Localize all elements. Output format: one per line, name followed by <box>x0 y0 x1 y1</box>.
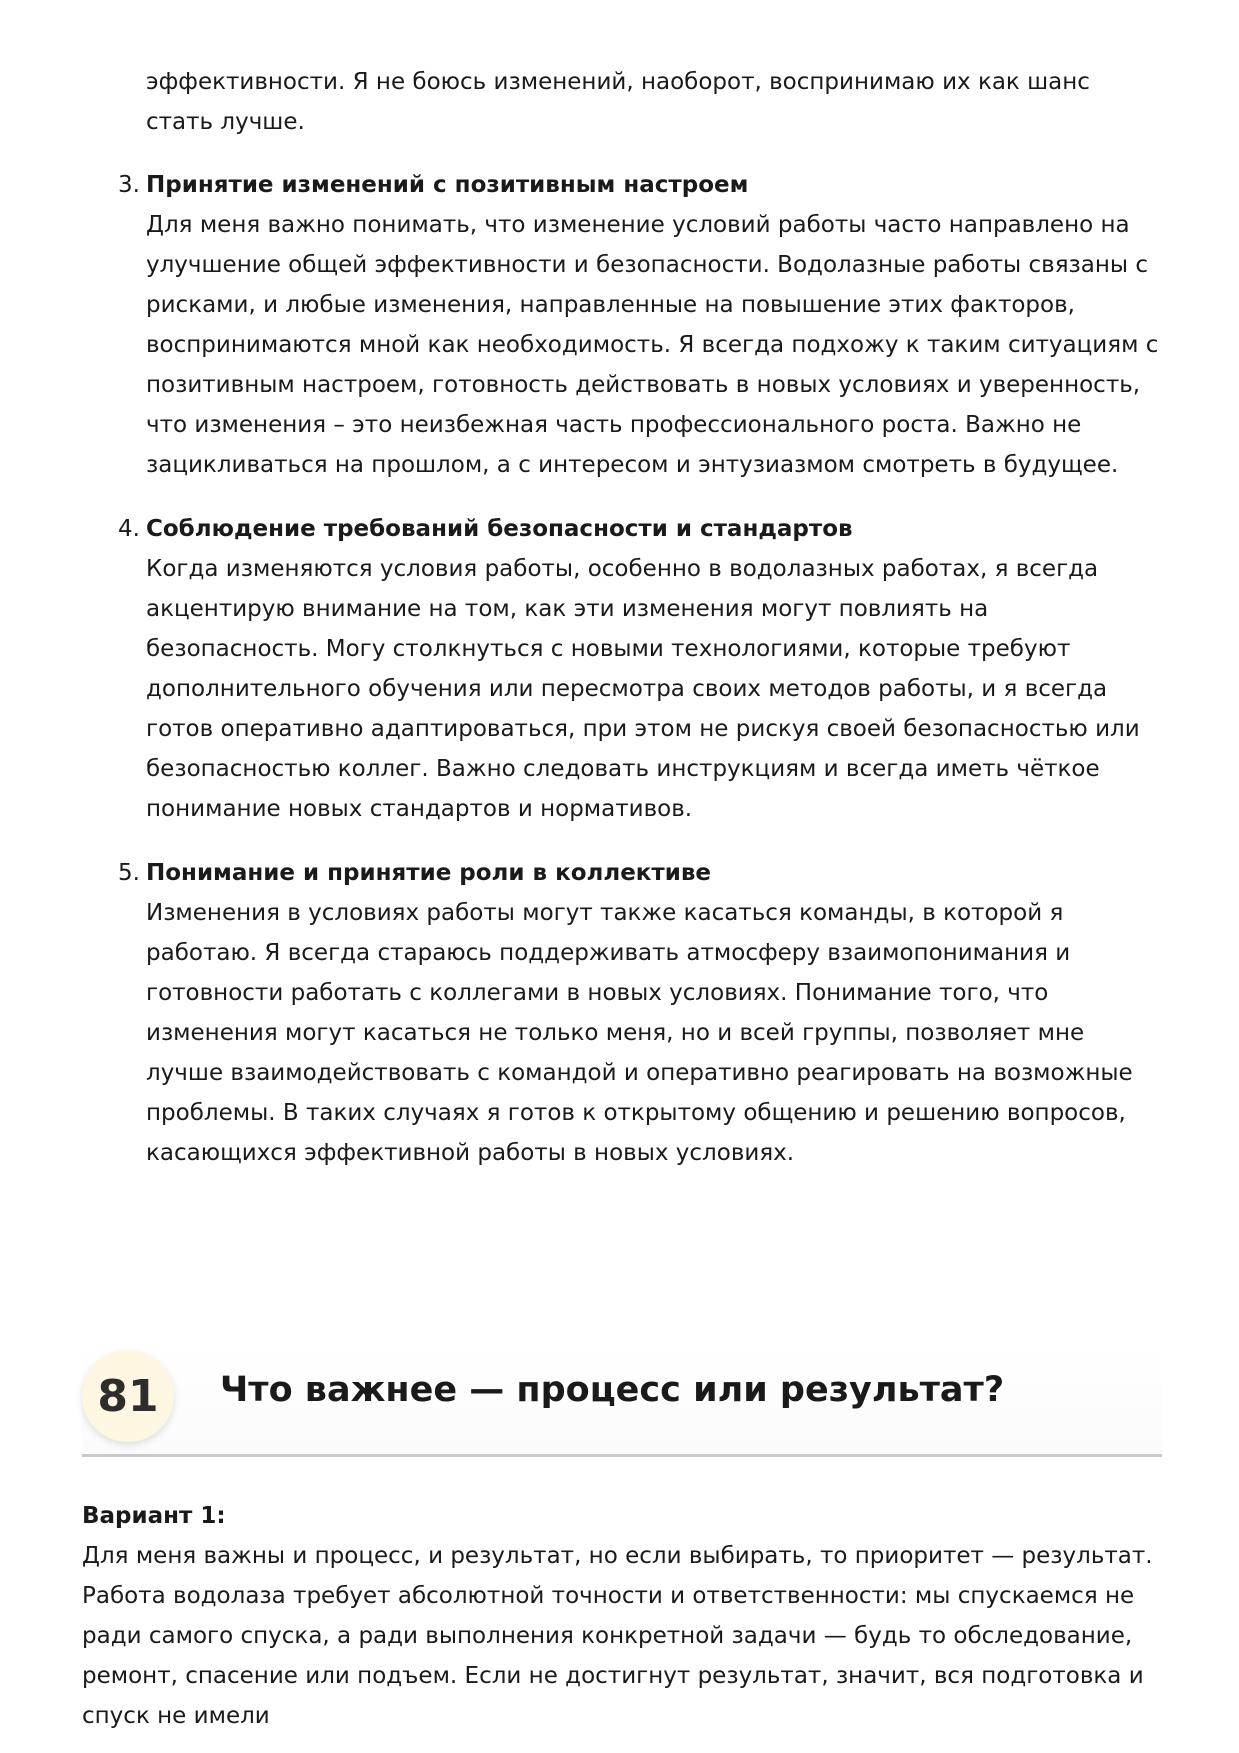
intro-continuation-paragraph: эффективности. Я не боюсь изменений, наоборот, воспринимаю их как шанс стать лучше. <box>146 69 1090 135</box>
list-item-title: Соблюдение требований безопасности и стандартов <box>146 516 853 542</box>
variant-text: Для меня важны и процесс, и результат, но если выбирать, то приоритет — результат. Работа водолаза требует абсолютной точности и ответственности: мы спускаемся не ради самого спуска, а ради выполнения конкретной задачи — будь то обследование, ремонт, спасение или подъем. Если не достигнут результат, значит, вся подготовка и спуск не имели <box>82 1543 1153 1729</box>
list-item <box>118 853 1163 1173</box>
list-item-title: Понимание и принятие роли в коллективе <box>146 860 712 886</box>
question-title: Что важнее — процесс или результат? <box>220 1370 1005 1410</box>
list-item-number: 3. <box>118 172 140 198</box>
list-item-number: 5. <box>118 860 140 886</box>
list-item-title: Принятие изменений с позитивным настроем <box>146 172 749 198</box>
list-item-number: 4. <box>118 516 140 542</box>
list-item <box>118 509 1163 829</box>
question-number-badge: 81 <box>82 1350 174 1442</box>
answer-variant <box>82 1496 1167 1736</box>
list-item-body: Когда изменяются условия работы, особенно в водолазных работах, я всегда акцентирую внимание на том, как эти изменения могут повлиять на безопасность. Могу столкнуться с новыми технологиями, которые требуют дополнительного обучения или пересмотра своих методов работы, и я всегда готов оперативно адаптироваться, при этом не рискуя своей безопасностью или безопасностью коллег. Важно следовать инструкциям и всегда иметь чёткое понимание новых стандартов и нормативов. <box>146 556 1140 822</box>
list-item-body: Для меня важно понимать, что изменение условий работы часто направлено на улучшение общей эффективности и безопасности. Водолазные работы связаны с рисками, и любые изменения, направленные на повышение этих факторов, воспринимаются мной как необходимость. Я всегда подхожу к таким ситуациям с позитивным настроем, готовность действовать в новых условиях и уверенность, что изменения – это неизбежная часть профессионального роста. Важно не зацикливаться на прошлом, а с интересом и энтузиазмом смотреть в будущее. <box>146 212 1159 478</box>
question-header <box>82 1342 1162 1457</box>
numbered-list <box>118 165 1163 1197</box>
list-item <box>118 165 1163 485</box>
list-item-body: Изменения в условиях работы могут также касаться команды, в которой я работаю. Я всегда стараюсь поддерживать атмосферу взаимопонимания и готовности работать с коллегами в новых условиях. Понимание того, что изменения могут касаться не только меня, но и всей группы, позволяет мне лучше взаимодействовать с командой и оперативно реагировать на возможные проблемы. В таких случаях я готов к открытому общению и решению вопросов, касающихся эффективной работы в новых условиях. <box>146 900 1133 1166</box>
variant-label: Вариант 1: <box>82 1503 226 1529</box>
